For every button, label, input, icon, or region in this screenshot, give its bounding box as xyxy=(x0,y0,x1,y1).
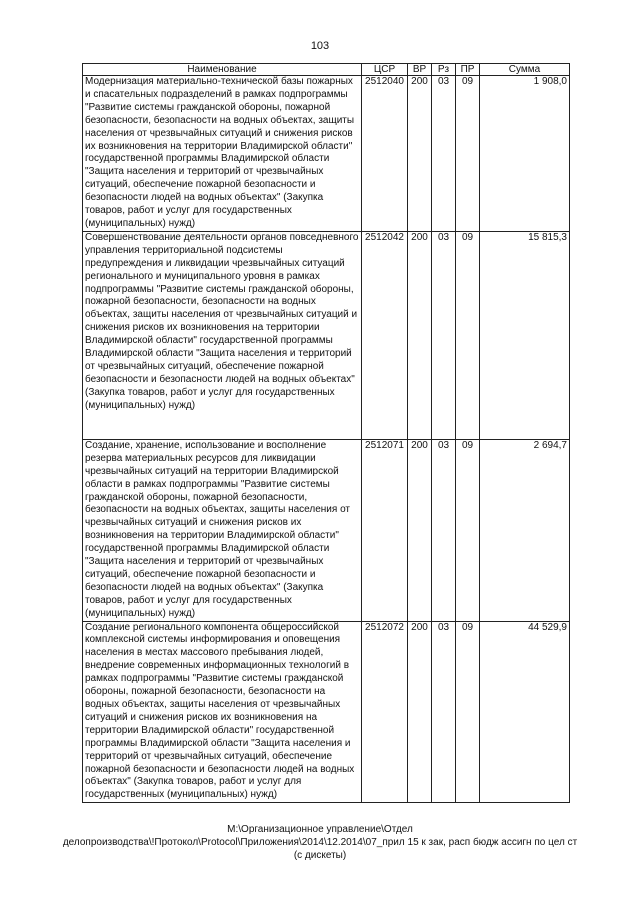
table-row xyxy=(83,76,570,232)
row-sum: 1 908,0 xyxy=(480,76,570,232)
table-row xyxy=(83,231,570,439)
row-vr: 200 xyxy=(408,231,432,439)
header-pr: ПР xyxy=(456,64,480,76)
row-name: Модернизация материально-технической базы пожарных и спасательных подразделений в рамках подпрограммы "Развитие системы гражданской обороны, пожарной безопасности, безопасности на водных объектах, защиты населения от чрезвычайных ситуаций и снижения рисков их возникновения на территории Владимирской области" государственной программы Владимирской области "Защита населения и территорий от чрезвычайных ситуаций, обеспечение пожарной безопасности и безопасности людей на водных объектах" (Закупка товаров, работ и услуг для государственных (муниципальных) нужд) xyxy=(83,76,362,232)
row-pr: 09 xyxy=(456,621,480,803)
row-rz: 03 xyxy=(432,439,456,621)
table-row xyxy=(83,439,570,621)
header-sum: Сумма xyxy=(480,64,570,76)
header-name: Наименование xyxy=(83,64,362,76)
footer-line: делопроизводства\!Протокол\Protocol\Приложения\2014\12.2014\07_прил 15 к зак, расп бюдж ассигн по цел ст xyxy=(62,837,578,848)
header-csr: ЦСР xyxy=(362,64,408,76)
row-rz: 03 xyxy=(432,621,456,803)
row-pr: 09 xyxy=(456,76,480,232)
row-name: Создание регионального компонента общероссийской комплексной системы информирования и оповещения населения в местах массового пребывания людей, внедрение современных информационных технологий в рамках подпрограммы "Развитие системы гражданской обороны, пожарной безопасности, безопасности на водных объектах, защиты населения от чрезвычайных ситуаций и снижения рисков их возникновения на территории Владимирской области" государственной программы Владимирской области "Защита населения и территорий от чрезвычайных ситуаций, обеспечение пожарной безопасности и безопасности людей на водных объектах" (Закупка товаров, работ и услуг для государственных (муниципальных) нужд) xyxy=(83,621,362,803)
page-number: 103 xyxy=(310,40,330,52)
row-csr: 2512040 xyxy=(362,76,408,232)
row-vr: 200 xyxy=(408,621,432,803)
footer-line: M:\Организационное управление\Отдел xyxy=(227,824,413,835)
row-rz: 03 xyxy=(432,76,456,232)
row-rz: 03 xyxy=(432,231,456,439)
header-vr: ВР xyxy=(408,64,432,76)
row-pr: 09 xyxy=(456,231,480,439)
row-vr: 200 xyxy=(408,76,432,232)
row-vr: 200 xyxy=(408,439,432,621)
row-name: Совершенствование деятельности органов повседневного управления территориальной подсистемы предупреждения и ликвидации чрезвычайных ситуаций регионального и муниципального уровня в рамках подпрограммы "Развитие системы гражданской обороны, пожарной безопасности, безопасности на водных объектах, защиты населения от чрезвычайных ситуаций и снижения рисков их возникновения на территории Владимирской области" государственной программы Владимирской области "Защита населения и территорий от чрезвычайных ситуаций, обеспечение пожарной безопасности и безопасности людей на водных объектах" (Закупка товаров, работ и услуг для государственных (муниципальных) нужд) xyxy=(83,231,362,439)
budget-table xyxy=(82,63,570,803)
row-pr: 09 xyxy=(456,439,480,621)
row-sum: 44 529,9 xyxy=(480,621,570,803)
row-sum: 15 815,3 xyxy=(480,231,570,439)
row-csr: 2512072 xyxy=(362,621,408,803)
table-header-row xyxy=(83,64,570,76)
file-path-footer xyxy=(20,823,620,862)
table-row xyxy=(83,621,570,803)
row-sum: 2 694,7 xyxy=(480,439,570,621)
row-csr: 2512042 xyxy=(362,231,408,439)
footer-line: (с дискеты) xyxy=(293,850,347,861)
header-rz: Рз xyxy=(432,64,456,76)
row-name: Создание, хранение, использование и восполнение резерва материальных ресурсов для ликвидации чрезвычайных ситуаций на территории Владимирской области в рамках подпрограммы "Развитие системы гражданской обороны, пожарной безопасности, безопасности на водных объектах, защиты населения от чрезвычайных ситуаций и снижения рисков их возникновения на территории Владимирской области" государственной программы Владимирской области "Защита населения и территорий от чрезвычайных ситуаций, обеспечение пожарной безопасности и безопасности людей на водных объектах" (Закупка товаров, работ и услуг для государственных (муниципальных) нужд) xyxy=(83,439,362,621)
row-csr: 2512071 xyxy=(362,439,408,621)
